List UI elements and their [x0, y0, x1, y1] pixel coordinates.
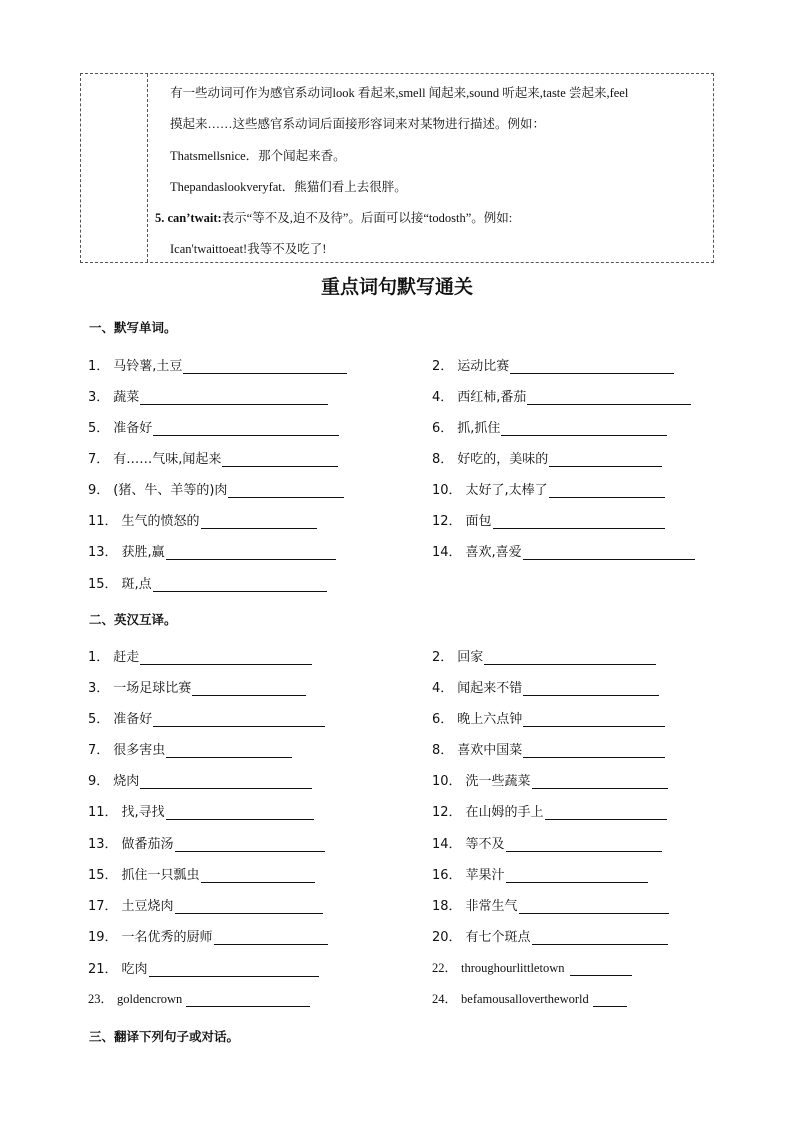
answer-blank[interactable]: [140, 391, 328, 405]
item-number: 8．: [432, 743, 454, 758]
translate-item-12: [432, 801, 667, 820]
translate-item-1: [88, 646, 312, 665]
answer-blank[interactable]: [506, 838, 662, 852]
translate-item-6: [432, 708, 665, 727]
item-prompt: 西红杮,番茄: [457, 390, 527, 405]
item-number: 6．: [432, 712, 454, 727]
translate-item-9: [88, 770, 312, 789]
translate-item-21: [88, 958, 319, 977]
answer-blank[interactable]: [175, 900, 323, 914]
answer-blank[interactable]: [166, 806, 314, 820]
translate-item-19: [88, 926, 328, 945]
item-number: 11．: [88, 514, 118, 529]
word-item-13: [88, 541, 336, 560]
word-item-10: [432, 479, 665, 498]
answer-blank[interactable]: [510, 360, 674, 374]
item-prompt: 一场足球比赛: [113, 681, 192, 696]
item-number: 3．: [88, 681, 110, 696]
item-number: 11．: [88, 805, 118, 820]
translate-item-22: [432, 958, 632, 976]
answer-blank[interactable]: [201, 515, 317, 529]
item-number: 12．: [432, 805, 462, 820]
item-prompt: 面包: [465, 514, 492, 529]
page-title: 重点词句默写通关: [320, 276, 473, 298]
answer-blank[interactable]: [153, 713, 325, 727]
answer-blank[interactable]: [149, 963, 319, 977]
note-line-3: Thatsmellsnice．那个闻起来香。: [170, 149, 346, 163]
item-prompt: 闻起来不错: [457, 681, 523, 696]
word-item-7: [88, 448, 338, 467]
word-item-15: [88, 573, 327, 592]
answer-blank[interactable]: [192, 682, 306, 696]
item-prompt: 准备好: [113, 712, 153, 727]
item-number: 3．: [88, 390, 110, 405]
item-prompt: 苹果汁: [465, 868, 505, 883]
answer-blank[interactable]: [175, 838, 325, 852]
answer-blank[interactable]: [545, 806, 667, 820]
section-heading-3: 三、翻译下列句子或对话。: [89, 1029, 240, 1044]
item-prompt: 获胜,赢: [121, 545, 165, 560]
item-number: 22．: [432, 961, 458, 975]
answer-blank[interactable]: [214, 931, 328, 945]
item-prompt: 做番茄汤: [121, 837, 174, 852]
answer-blank[interactable]: [201, 869, 315, 883]
item-number: 7．: [88, 452, 110, 467]
word-item-2: [432, 355, 674, 374]
note-box: [80, 73, 714, 263]
answer-blank[interactable]: [527, 391, 691, 405]
answer-blank[interactable]: [549, 484, 665, 498]
item-number: 6．: [432, 421, 454, 436]
item-prompt: goldencrown: [117, 992, 183, 1006]
item-prompt: 在山姆的手上: [465, 805, 544, 820]
item-prompt: 找,寻找: [121, 805, 165, 820]
answer-blank[interactable]: [186, 993, 310, 1007]
translate-item-2: [432, 646, 656, 665]
answer-blank[interactable]: [593, 993, 627, 1007]
translate-item-20: [432, 926, 668, 945]
item-number: 16．: [432, 868, 462, 883]
word-item-14: [432, 541, 695, 560]
answer-blank[interactable]: [222, 453, 338, 467]
answer-blank[interactable]: [501, 422, 667, 436]
item-number: 9．: [88, 774, 110, 789]
item-prompt: (猪、牛、羊等的)肉: [113, 483, 228, 498]
answer-blank[interactable]: [153, 578, 327, 592]
item-number: 15．: [88, 868, 118, 883]
answer-blank[interactable]: [523, 713, 665, 727]
translate-item-5: [88, 708, 325, 727]
item-prompt: 马铃薯,土豆: [113, 359, 183, 374]
answer-blank[interactable]: [484, 651, 656, 665]
translate-item-3: [88, 677, 306, 696]
word-item-12: [432, 510, 665, 529]
item-prompt: 非常生气: [465, 899, 518, 914]
note-line-2: 摸起来……这些感官系动词后面接形容词来对某物进行描述。例如：: [170, 117, 546, 131]
item-number: 14．: [432, 837, 462, 852]
item-prompt: 晚上六点钟: [457, 712, 523, 727]
item-number: 21．: [88, 962, 118, 977]
item-prompt: 有七个斑点: [465, 930, 531, 945]
item-number: 15．: [88, 577, 118, 592]
item-prompt: 喜欢,喜爱: [465, 545, 522, 560]
item-prompt: 运动比赛: [457, 359, 510, 374]
item-prompt: 吃肉: [121, 962, 148, 977]
translate-item-10: [432, 770, 668, 789]
item-number: 2．: [432, 650, 454, 665]
translate-item-15: [88, 864, 315, 883]
item-number: 1．: [88, 359, 110, 374]
translate-item-13: [88, 833, 325, 852]
item-number: 4．: [432, 681, 454, 696]
translate-item-4: [432, 677, 659, 696]
item-number: 2．: [432, 359, 454, 374]
translate-item-11: [88, 801, 314, 820]
item-prompt: 回家: [457, 650, 484, 665]
answer-blank[interactable]: [140, 775, 312, 789]
item-number: 13．: [88, 545, 118, 560]
word-item-5: [88, 417, 339, 436]
item-prompt: 赶走: [113, 650, 140, 665]
word-item-4: [432, 386, 691, 405]
note-line-6: Ican'twaittoeat!我等不及吃了!: [170, 242, 327, 256]
item-number: 1．: [88, 650, 110, 665]
item-prompt: 有……气味,闻起来: [113, 452, 222, 467]
answer-blank[interactable]: [523, 744, 665, 758]
answer-blank[interactable]: [506, 869, 648, 883]
item-number: 24．: [432, 992, 458, 1006]
translate-item-14: [432, 833, 662, 852]
answer-blank[interactable]: [153, 422, 339, 436]
answer-blank[interactable]: [570, 962, 632, 976]
word-item-9: [88, 479, 344, 498]
answer-blank[interactable]: [166, 546, 336, 560]
item-prompt: 洗一些蔬菜: [465, 774, 531, 789]
item-number: 7．: [88, 743, 110, 758]
item-prompt: 土豆烧肉: [121, 899, 174, 914]
translate-item-7: [88, 739, 292, 758]
answer-blank[interactable]: [166, 744, 292, 758]
item-prompt: 抓住一只瓢虫: [121, 868, 200, 883]
answer-blank[interactable]: [228, 484, 344, 498]
item-number: 5．: [88, 421, 110, 436]
translate-item-17: [88, 895, 323, 914]
note-box-divider: [147, 74, 148, 262]
item-number: 8．: [432, 452, 454, 467]
note-line-4: Thepandaslookveryfat．熊猫们看上去很胖。: [170, 180, 407, 194]
item-prompt: throughourlittletown: [461, 961, 565, 975]
item-number: 17．: [88, 899, 118, 914]
item-prompt: 很多害虫: [113, 743, 166, 758]
item-number: 4．: [432, 390, 454, 405]
answer-blank[interactable]: [140, 651, 312, 665]
item-number: 9．: [88, 483, 110, 498]
answer-blank[interactable]: [549, 453, 662, 467]
word-item-3: [88, 386, 328, 405]
item-prompt: 抓,抓住: [457, 421, 501, 436]
item-number: 12．: [432, 514, 462, 529]
item-prompt: 生气的愤怒的: [121, 514, 200, 529]
answer-blank[interactable]: [519, 900, 669, 914]
answer-blank[interactable]: [183, 360, 347, 374]
word-item-8: [432, 448, 662, 467]
item-number: 10．: [432, 774, 462, 789]
word-item-6: [432, 417, 667, 436]
item-number: 13．: [88, 837, 118, 852]
answer-blank[interactable]: [532, 775, 668, 789]
answer-blank[interactable]: [493, 515, 665, 529]
item-prompt: 好吃的，美味的: [457, 452, 549, 467]
item-prompt: 准备好: [113, 421, 153, 436]
item-number: 18．: [432, 899, 462, 914]
translate-item-24: [432, 989, 627, 1007]
item-number: 10．: [432, 483, 462, 498]
item-number: 19．: [88, 930, 118, 945]
item-prompt: 喜欢中国菜: [457, 743, 523, 758]
item-prompt: 等不及: [465, 837, 505, 852]
item-prompt: 太好了,太棒了: [465, 483, 548, 498]
answer-blank[interactable]: [532, 931, 668, 945]
item-prompt: befamousallovertheworld: [461, 992, 589, 1006]
item-prompt: 烧肉: [113, 774, 140, 789]
note-line-1: 有一些动词可作为感官系动词look 看起来,smell 闻起来,sound 听起来,taste 尝起来,feel: [170, 86, 629, 100]
answer-blank[interactable]: [523, 682, 659, 696]
note-line-5-term: 5. can’twait:: [155, 211, 222, 225]
section-heading-2: 二、英汉互译。: [89, 612, 177, 627]
note-line-5-text: 表示“等不及,迫不及待”。后面可以接“todosth”。例如:: [221, 211, 513, 225]
item-number: 5．: [88, 712, 110, 727]
answer-blank[interactable]: [523, 546, 695, 560]
item-number: 14．: [432, 545, 462, 560]
translate-item-16: [432, 864, 648, 883]
note-line-5: [155, 208, 512, 226]
translate-item-8: [432, 739, 665, 758]
section-heading-1: 一、默写单词。: [89, 320, 177, 335]
item-number: 23．: [88, 992, 114, 1006]
item-number: 20．: [432, 930, 462, 945]
item-prompt: 一名优秀的厨师: [121, 930, 213, 945]
item-prompt: 斑,点: [121, 577, 152, 592]
translate-item-18: [432, 895, 669, 914]
translate-item-23: [88, 989, 310, 1007]
word-item-1: [88, 355, 347, 374]
word-item-11: [88, 510, 317, 529]
item-prompt: 蔬菜: [113, 390, 140, 405]
